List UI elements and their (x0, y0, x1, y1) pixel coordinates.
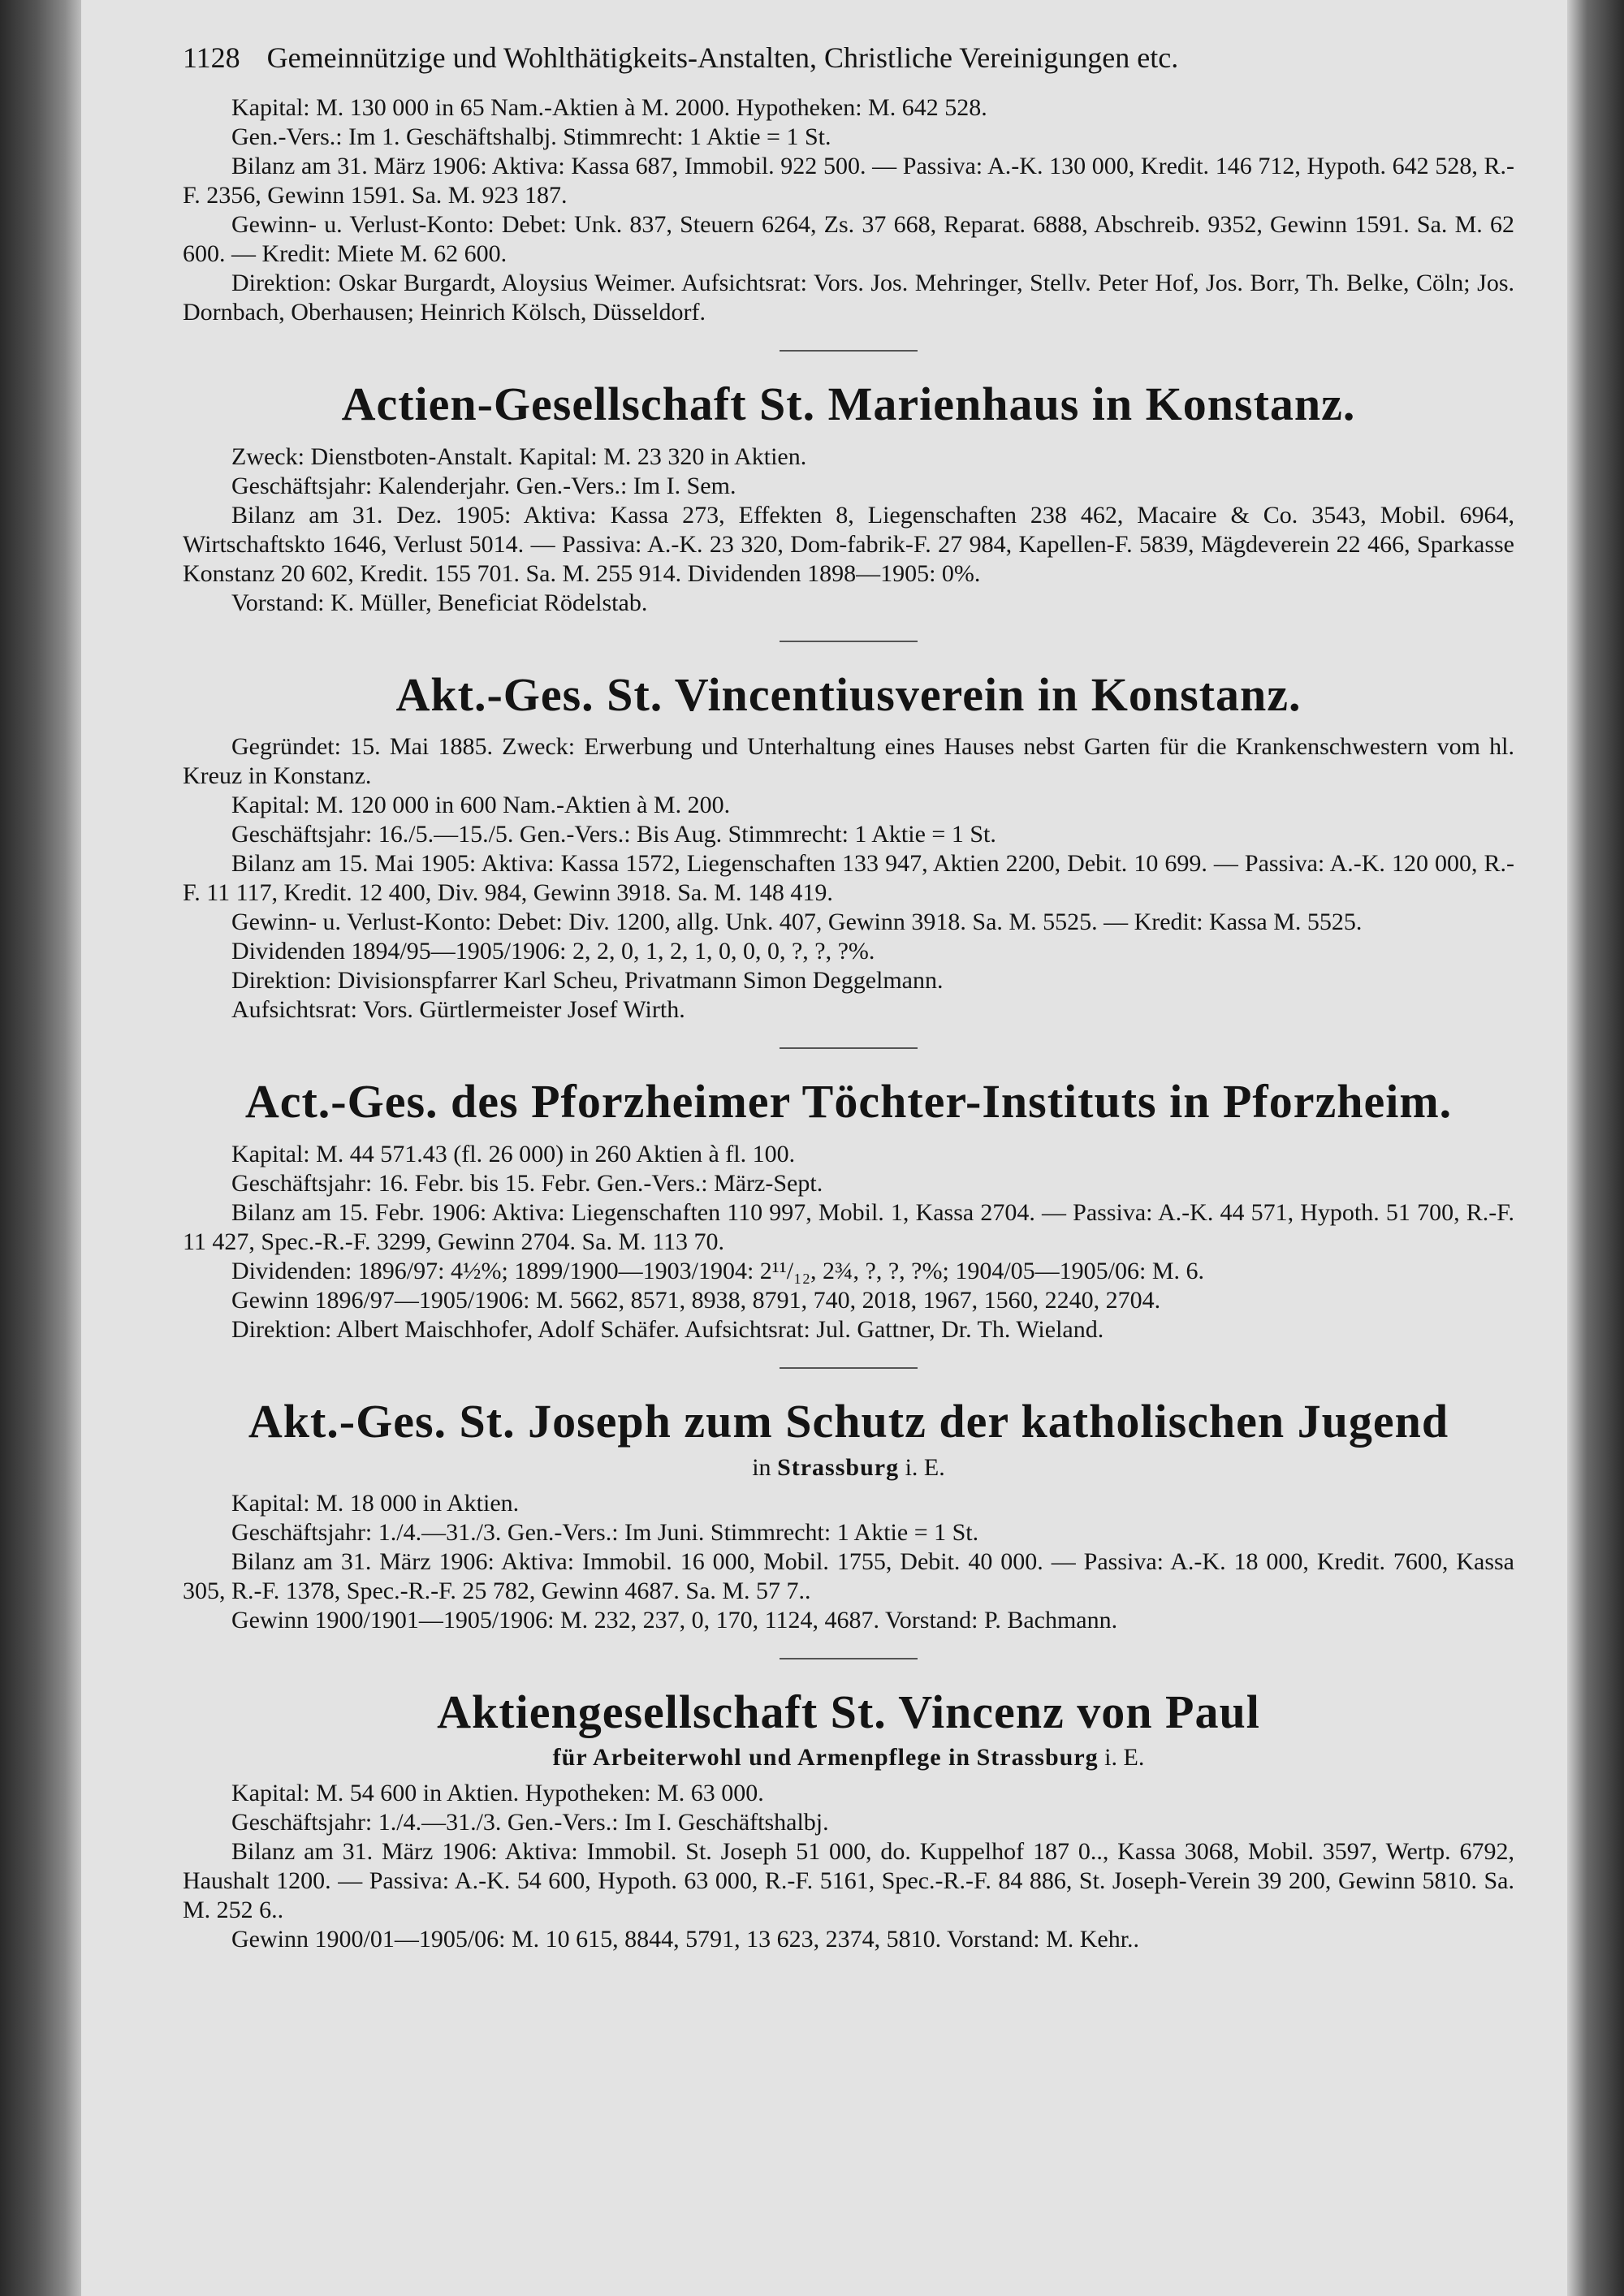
entry-paragraph: Zweck: Dienstboten-Anstalt. Kapital: M. 23 320 in Aktien. (231, 442, 807, 470)
entry-paragraph: Bilanz am 31. März 1906: Aktiva: Immobil. St. Joseph 51 000, do. Kuppelhof 187 0.., Kassa 3068, Mobil. 3597, Wertp. 6792, Haushalt 1200. — Passiva: A.-K. 54 600, Hypoth. 63 000, R.-F. 5161, Spec.-R.-F. 84 886, St. Joseph-Verein 39 200, Gewinn 5810. Sa. M. 252 6.. (183, 1838, 1514, 1924)
entry-paragraph: Bilanz am 15. Febr. 1906: Aktiva: Liegenschaften 110 997, Mobil. 1, Kassa 2704. — Passiva: A.-K. 44 571, Hypoth. 51 700, R.-F. 11 427, Spec.-R.-F. 3299, Gewinn 2704. Sa. M. 113 70. (183, 1198, 1514, 1255)
entry-marienhaus (183, 376, 1514, 618)
entry-paragraph: Bilanz am 31. März 1906: Aktiva: Immobil. 16 000, Mobil. 1755, Debit. 40 000. — Passiva: A.-K. 18 000, Kredit. 7600, Kassa 305, R.-F. 1378, Spec.-R.-F. 25 782, Gewinn 4687. Sa. M. 57 7.. (183, 1547, 1514, 1604)
entry-subtitle (183, 1453, 1514, 1482)
entry-title: Aktiengesellschaft St. Vincenz von Paul (437, 1685, 1260, 1738)
subtitle-suffix: i. E. (1104, 1744, 1145, 1772)
subtitle-city: Strassburg (976, 1744, 1099, 1772)
subtitle-suffix: i. E. (905, 1453, 945, 1481)
entry-paragraph: Kapital: M. 44 571.43 (fl. 26 000) in 260 Aktien à fl. 100. (231, 1140, 796, 1167)
page-number: 1128 (183, 41, 240, 74)
running-head (183, 41, 1514, 76)
entry-paragraph: Geschäftsjahr: 1./4.—31./3. Gen.-Vers.: Im Juni. Stimmrecht: 1 Aktie = 1 St. (231, 1518, 979, 1546)
entry-paragraph: Gewinn 1896/97—1905/1906: M. 5662, 8571, 8938, 8791, 740, 2018, 1967, 1560, 2240, 2704. (231, 1286, 1161, 1314)
entry-paragraph: Dividenden 1894/95—1905/1906: 2, 2, 0, 1, 2, 1, 0, 0, 0, ?, ?, ?%. (231, 938, 875, 965)
entry-paragraph: Geschäftsjahr: 16./5.—15./5. Gen.-Vers.: Bis Aug. Stimmrecht: 1 Aktie = 1 St. (231, 821, 996, 848)
entry-paragraph: Kapital: M. 120 000 in 600 Nam.-Aktien à M. 200. (231, 792, 731, 819)
entry-st-joseph (183, 1393, 1514, 1635)
entry-paragraph: Kapital: M. 130 000 in 65 Nam.-Aktien à M. 2000. Hypotheken: M. 642 528. (231, 94, 987, 122)
entry-paragraph: Direktion: Oskar Burgardt, Aloysius Weimer. Aufsichtsrat: Vors. Jos. Mehringer, Stellv. Peter Hof, Jos. Borr, Th. Belke, Cöln; Jos. Dornbach, Oberhausen; Heinrich Kölsch, Düsseldorf. (183, 270, 1514, 326)
entry-paragraph: Direktion: Albert Maischhofer, Adolf Schäfer. Aufsichtsrat: Jul. Gattner, Dr. Th. Wieland. (231, 1315, 1104, 1343)
entry-paragraph: Gewinn- u. Verlust-Konto: Debet: Div. 1200, allg. Unk. 407, Gewinn 3918. Sa. M. 5525. — Kredit: Kassa M. 5525. (231, 908, 1363, 936)
section-divider (780, 350, 918, 352)
subtitle-city: Strassburg (777, 1453, 900, 1481)
entry-paragraph: Kapital: M. 18 000 in Aktien. (231, 1489, 520, 1517)
section-divider (780, 1047, 918, 1049)
entry-paragraph: Bilanz am 15. Mai 1905: Aktiva: Kassa 1572, Liegenschaften 133 947, Aktien 2200, Debit. 10 699. — Passiva: A.-K. 120 000, R.-F. 11 117, Kredit. 12 400, Div. 984, Gewinn 3918. Sa. M. 148 419. (183, 850, 1514, 907)
entry-paragraph: Dividenden: 1896/97: 4½%; 1899/1900—1903/1904: 2¹¹/₁₂, 2¾, ?, ?, ?%; 1904/05—1905/06: M. 6. (231, 1257, 1204, 1284)
page-content (183, 41, 1514, 1954)
entry-title: Actien-Gesellschaft St. Marienhaus in Konstanz. (341, 378, 1356, 431)
entry-paragraph: Geschäftsjahr: 16. Febr. bis 15. Febr. Gen.-Vers.: März-Sept. (231, 1169, 823, 1197)
entry-paragraph: Gewinn 1900/1901—1905/1906: M. 232, 237, 0, 170, 1124, 4687. Vorstand: P. Bachmann. (231, 1606, 1118, 1634)
book-binding-shadow (0, 0, 81, 2296)
entry-toechter-institut (183, 1073, 1514, 1344)
entry-paragraph: Gen.-Vers.: Im 1. Geschäftshalbj. Stimmrecht: 1 Aktie = 1 St. (231, 123, 831, 151)
entry-vincentiusverein (183, 667, 1514, 1025)
entry-paragraph: Direktion: Divisionspfarrer Karl Scheu, Privatmann Simon Deggelmann. (231, 967, 944, 995)
subtitle-prefix: für Arbeiterwohl und Armenpflege in (552, 1744, 971, 1772)
entry-paragraph: Bilanz am 31. Dez. 1905: Aktiva: Kassa 273, Effekten 8, Liegenschaften 238 462, Macaire & Co. 3543, Mobil. 6964, Wirtschaftskto 1646, Verlust 5014. — Passiva: A.-K. 23 320, Dom-fabrik-F. 27 984, Kapellen-F. 5839, Mägdeverein 22 466, Sparkasse Konstanz 20 602, Kredit. 155 701. Sa. M. 255 914. Dividenden 1898—1905: 0%. (183, 501, 1514, 587)
entry-title: Akt.-Ges. St. Vincentiusverein in Konstanz. (395, 667, 1302, 721)
section-divider (780, 1367, 918, 1369)
entry-paragraph: Aufsichtsrat: Vors. Gürtlermeister Josef Wirth. (231, 996, 685, 1024)
page-edge-shadow (1567, 0, 1624, 2296)
section-divider (780, 1658, 918, 1659)
entry-continued (183, 93, 1514, 327)
entry-vincenz-von-paul (183, 1684, 1514, 1955)
entry-paragraph: Gewinn- u. Verlust-Konto: Debet: Unk. 837, Steuern 6264, Zs. 37 668, Reparat. 6888, Abschreib. 9352, Gewinn 1591. Sa. M. 62 600. — Kredit: Miete M. 62 600. (183, 211, 1514, 268)
entry-paragraph: Geschäftsjahr: 1./4.—31./3. Gen.-Vers.: Im I. Geschäftshalbj. (231, 1809, 829, 1836)
entry-title: Akt.-Ges. St. Joseph zum Schutz der katholischen Jugend (248, 1394, 1449, 1448)
entry-subtitle (183, 1743, 1514, 1772)
running-head-title: Gemeinnützige und Wohlthätigkeits-Anstalten, Christliche Vereinigungen etc. (266, 41, 1179, 74)
entry-paragraph: Geschäftsjahr: Kalenderjahr. Gen.-Vers.: Im I. Sem. (231, 472, 736, 499)
subtitle-prefix: in (752, 1453, 771, 1481)
entry-title: Act.-Ges. des Pforzheimer Töchter-Instituts in Pforzheim. (244, 1075, 1453, 1129)
section-divider (780, 641, 918, 642)
entry-paragraph: Gewinn 1900/01—1905/06: M. 10 615, 8844, 5791, 13 623, 2374, 5810. Vorstand: M. Kehr.. (231, 1926, 1140, 1953)
entry-paragraph: Bilanz am 31. März 1906: Aktiva: Kassa 687, Immobil. 922 500. — Passiva: A.-K. 130 000, Kredit. 146 712, Hypoth. 642 528, R.-F. 2356, Gewinn 1591. Sa. M. 923 187. (183, 153, 1514, 209)
entry-paragraph: Gegründet: 15. Mai 1885. Zweck: Erwerbung und Unterhaltung eines Hauses nebst Garten für die Krankenschwestern vom hl. Kreuz in Konstanz. (183, 733, 1514, 790)
entry-paragraph: Kapital: M. 54 600 in Aktien. Hypotheken: M. 63 000. (231, 1780, 764, 1807)
entry-paragraph: Vorstand: K. Müller, Beneficiat Rödelstab. (231, 589, 648, 616)
